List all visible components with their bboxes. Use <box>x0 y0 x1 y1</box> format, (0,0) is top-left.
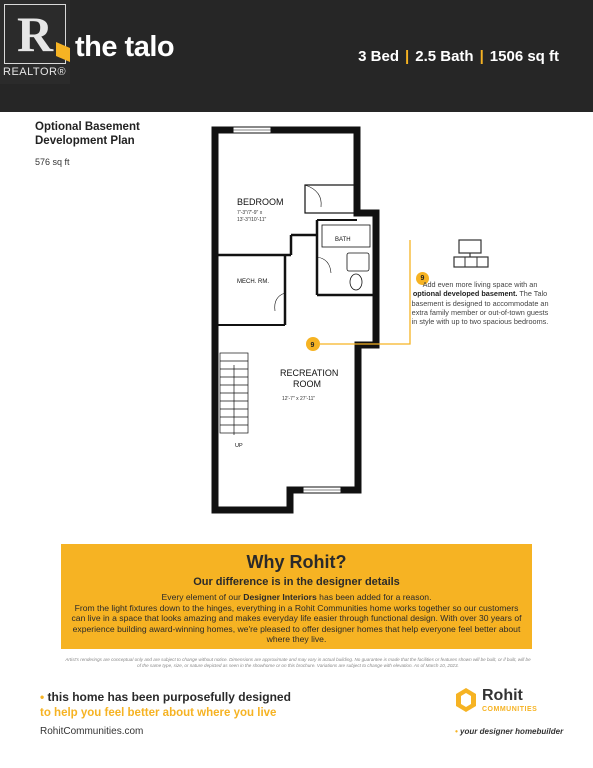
staircase <box>220 353 248 435</box>
footer-tagline-1 <box>40 690 291 704</box>
why-subtitle: Our difference is in the designer details <box>193 576 400 588</box>
callout-text-detail: The Talo basement is designed to accommodate an extra family member or out-of-town guests in style with up to two spacious bedrooms. <box>411 289 549 327</box>
bullet-dot-icon: • <box>40 690 45 704</box>
realtor-r-mark: R <box>4 4 66 64</box>
brand-title: the talo <box>75 31 175 63</box>
why-body <box>69 592 524 645</box>
bedroom-closet <box>305 185 357 213</box>
baths-count: 2.5 Bath <box>415 48 474 65</box>
recreation-label: RECREATION <box>280 368 339 378</box>
callout-description <box>410 280 550 326</box>
basement-floor-plan <box>205 125 425 515</box>
tagline-line-1: this home has been purposefully designed <box>47 690 291 704</box>
callout-text-intro: Add even more living space with an <box>422 280 538 289</box>
header-bar <box>0 0 593 112</box>
bath-label: BATH <box>335 237 351 243</box>
square-footage: 1506 sq ft <box>489 48 559 65</box>
why-intro-highlight: Designer Interiors <box>243 592 317 602</box>
home-specs <box>358 48 559 65</box>
website-link[interactable]: RohitCommunities.com <box>40 726 144 737</box>
callout-leader-line <box>320 240 410 344</box>
recreation-label: ROOM <box>293 379 321 389</box>
why-rohit-panel <box>61 544 532 649</box>
realtor-wordmark: REALTOR® <box>3 66 67 78</box>
bullet-dot-icon: • <box>455 727 458 736</box>
company-tagline-text: your designer homebuilder <box>460 727 564 736</box>
why-title: Why Rohit? <box>246 552 347 572</box>
bedroom-label: BEDROOM <box>237 197 284 207</box>
company-tagline <box>455 727 563 736</box>
callout-text-highlight: optional developed basement. <box>412 289 518 299</box>
plan-callout-number: 9 <box>310 342 315 349</box>
beds-count: 3 Bed <box>358 48 400 65</box>
disclaimer-text: Artist's renderings are conceptual only and are subject to change without notice. Dimensions are approximate and may vary in actual building. No guarantee is made that the facilities or features shown will be built, or if built, will be of the same type, size, or nature depicted as seen in the showhome or on this brochure. Variations are subject to change with elevation. As of March 10, 2023. <box>65 657 531 668</box>
plan-title: Optional Basement Development Plan <box>35 121 140 147</box>
bedroom-dimensions: 7'-3"/7'-9" x <box>237 210 263 216</box>
company-name: Rohit <box>482 687 523 704</box>
recreation-dimensions: 12'-7" x 27'-11" <box>282 396 316 402</box>
footer-tagline-2: to help you feel better about where you live <box>40 707 277 719</box>
callout-number-badge: 9 <box>416 272 429 285</box>
mech-room-label: MECH. RM. <box>237 279 269 285</box>
exterior-wall <box>215 130 376 510</box>
plan-area: 576 sq ft <box>35 157 70 167</box>
why-body-text: From the light fixtures down to the hinges, everything in a Rohit Communities home works together so our customers can live in a space that looks amazing and makes everyday life easier through functional design. With over 30 years of experience building award-winning homes, we're pleased to offer designer homes that help everyone feel better about where they live. <box>71 602 522 645</box>
company-subname: COMMUNITIES <box>482 706 538 713</box>
spec-separator: | <box>479 48 484 65</box>
spec-separator: | <box>405 48 410 65</box>
why-intro-text: Every element of our <box>161 592 241 602</box>
realtor-logo[interactable] <box>0 0 70 84</box>
toilet <box>350 274 362 290</box>
bedroom-dimensions: 13'-3"/10'-11" <box>237 217 267 223</box>
rohit-hexagon-logo <box>455 687 477 713</box>
why-intro-end: has been added for a reason. <box>319 592 432 602</box>
vanity <box>347 253 369 271</box>
bathtub <box>322 225 370 247</box>
tv-furniture-icon <box>452 238 490 270</box>
stair-up-label: UP <box>235 443 243 449</box>
